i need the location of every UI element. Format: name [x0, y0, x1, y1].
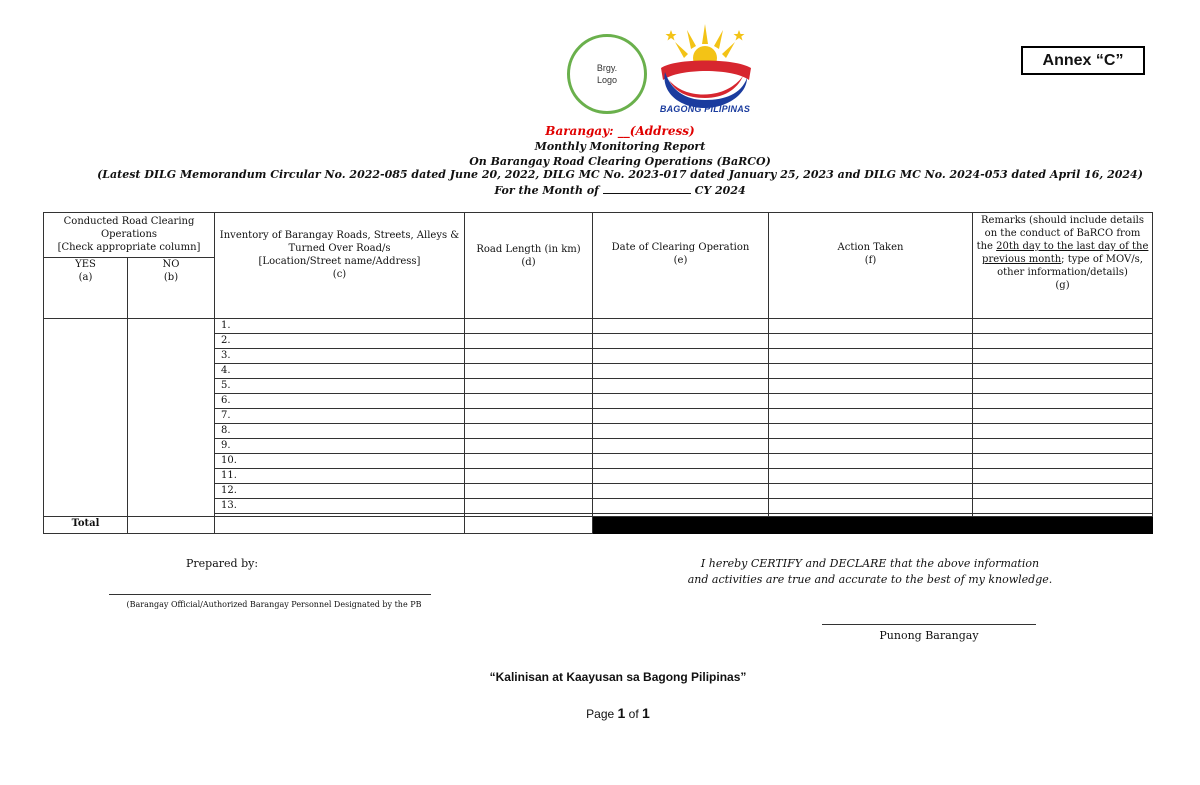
action-cell[interactable]: [769, 334, 973, 349]
header-action-label: Action Taken: [837, 242, 904, 253]
report-month: [0, 183, 1200, 198]
road-length-cell[interactable]: [465, 424, 593, 439]
month-suffix: CY 2024: [694, 184, 746, 197]
inventory-cell[interactable]: 7.: [215, 409, 465, 424]
action-cell[interactable]: [769, 484, 973, 499]
total-no-cell[interactable]: [128, 517, 215, 534]
road-length-cell[interactable]: [465, 454, 593, 469]
action-cell[interactable]: [769, 439, 973, 454]
remarks-cell[interactable]: [973, 364, 1153, 379]
total-row: [44, 517, 1153, 534]
road-length-cell[interactable]: [465, 409, 593, 424]
inventory-cell[interactable]: 2.: [215, 334, 465, 349]
prepared-by-label: Prepared by:: [186, 557, 259, 570]
monitoring-table: [43, 212, 1153, 534]
date-cell[interactable]: [593, 379, 769, 394]
inventory-cell[interactable]: 10.: [215, 454, 465, 469]
header-remarks-text2: ; type of MOV/s, other information/details): [997, 254, 1143, 278]
header-inventory-sub: [Location/Street name/Address]: [258, 256, 421, 267]
remarks-cell[interactable]: [973, 349, 1153, 364]
remarks-cell[interactable]: [973, 319, 1153, 334]
yes-column-cell[interactable]: [44, 319, 128, 517]
header-no: [128, 258, 215, 319]
header-remarks-underlined: 20th day to the last day of the previous month: [982, 241, 1149, 265]
date-cell[interactable]: [593, 499, 769, 514]
inventory-cell[interactable]: 5.: [215, 379, 465, 394]
table-body: [44, 319, 1153, 517]
header-check-label: [Check appropriate column]: [57, 242, 201, 253]
brgy-logo-text-1: Brgy.: [596, 63, 618, 73]
header-date: [593, 213, 769, 319]
inventory-cell[interactable]: 12.: [215, 484, 465, 499]
slogan: “Kalinisan at Kaayusan sa Bagong Pilipinas”: [489, 670, 747, 684]
total-inventory-cell[interactable]: [215, 517, 465, 534]
road-length-cell[interactable]: [465, 439, 593, 454]
certify-line-1: I hereby CERTIFY and DECLARE that the above information: [700, 557, 1040, 570]
remarks-cell[interactable]: [973, 469, 1153, 484]
certification-statement: [660, 556, 1080, 588]
header-remarks-text1: Remarks (should include details on the conduct of BaRCO from the: [976, 215, 1144, 252]
road-length-cell[interactable]: [465, 334, 593, 349]
action-cell[interactable]: [769, 349, 973, 364]
remarks-cell[interactable]: [973, 379, 1153, 394]
header-road-length: [465, 213, 593, 319]
action-cell[interactable]: [769, 319, 973, 334]
header-remarks: [973, 213, 1153, 319]
header-conducted: [44, 213, 215, 258]
barangay-address: Barangay: __(Address): [545, 124, 695, 138]
action-cell[interactable]: [769, 379, 973, 394]
punong-barangay-signature-line[interactable]: [822, 624, 1036, 625]
prepared-signature-line[interactable]: [109, 594, 431, 595]
inventory-cell[interactable]: 6.: [215, 394, 465, 409]
date-cell[interactable]: [593, 319, 769, 334]
report-subtitle: On Barangay Road Clearing Operations (BaRCO): [469, 155, 771, 168]
total-blackout-cell: [593, 517, 1153, 534]
header-no-label: NO: [162, 259, 180, 270]
action-cell[interactable]: [769, 364, 973, 379]
date-cell[interactable]: [593, 439, 769, 454]
action-cell[interactable]: [769, 469, 973, 484]
inventory-cell[interactable]: 9.: [215, 439, 465, 454]
remarks-cell[interactable]: [973, 394, 1153, 409]
header-yes: [44, 258, 128, 319]
month-blank-line[interactable]: [603, 183, 691, 194]
total-length-cell[interactable]: [465, 517, 593, 534]
total-label: Total: [44, 517, 128, 534]
header-action: [769, 213, 973, 319]
date-cell[interactable]: [593, 409, 769, 424]
remarks-cell[interactable]: [973, 334, 1153, 349]
no-column-cell[interactable]: [128, 319, 215, 517]
header-inventory: [215, 213, 465, 319]
action-cell[interactable]: [769, 409, 973, 424]
barangay-logo-placeholder: [567, 34, 647, 114]
header-conducted-label: Conducted Road Clearing Operations: [63, 216, 195, 240]
bagong-pilipinas-caption: BAGONG PILIPINAS: [659, 104, 751, 114]
header-date-label: Date of Clearing Operation: [611, 242, 750, 253]
action-cell[interactable]: [769, 454, 973, 469]
remarks-cell[interactable]: [973, 499, 1153, 514]
road-length-cell[interactable]: [465, 499, 593, 514]
date-cell[interactable]: [593, 349, 769, 364]
remarks-cell[interactable]: [973, 424, 1153, 439]
date-cell[interactable]: [593, 364, 769, 379]
inventory-cell[interactable]: 1.: [215, 319, 465, 334]
certify-line-2: and activities are true and accurate to the best of my knowledge.: [687, 573, 1053, 586]
header-no-letter: (b): [163, 272, 179, 283]
date-cell[interactable]: [593, 484, 769, 499]
punong-barangay-label: Punong Barangay: [879, 629, 979, 642]
page-word: Page: [586, 707, 615, 721]
header-road-length-label: Road Length (in km): [476, 244, 581, 255]
road-length-cell[interactable]: [465, 484, 593, 499]
remarks-cell[interactable]: [973, 409, 1153, 424]
action-cell[interactable]: [769, 424, 973, 439]
date-cell[interactable]: [593, 394, 769, 409]
road-length-cell[interactable]: [465, 349, 593, 364]
action-cell[interactable]: [769, 394, 973, 409]
header-yes-label: YES: [75, 259, 96, 270]
page-total: 1: [642, 705, 650, 721]
brgy-logo-text-2: Logo: [596, 75, 618, 85]
date-cell[interactable]: [593, 469, 769, 484]
header-road-length-letter: (d): [521, 257, 536, 268]
inventory-cell[interactable]: 13.: [215, 499, 465, 514]
remarks-cell[interactable]: [973, 454, 1153, 469]
date-cell[interactable]: [593, 454, 769, 469]
prepared-caption: (Barangay Official/Authorized Barangay Personnel Designated by the PB: [126, 600, 422, 609]
date-cell[interactable]: [593, 424, 769, 439]
road-length-cell[interactable]: [465, 319, 593, 334]
page-of: of: [628, 707, 639, 721]
date-cell[interactable]: [593, 334, 769, 349]
road-length-cell[interactable]: [465, 379, 593, 394]
road-length-cell[interactable]: [465, 469, 593, 484]
inventory-cell[interactable]: 8.: [215, 424, 465, 439]
road-length-cell[interactable]: [465, 364, 593, 379]
header-inventory-label: Inventory of Barangay Roads, Streets, Alleys & Turned Over Road/s: [219, 230, 460, 254]
road-length-cell[interactable]: [465, 394, 593, 409]
report-title: Monthly Monitoring Report: [534, 140, 706, 153]
inventory-cell[interactable]: 11.: [215, 469, 465, 484]
remarks-cell[interactable]: [973, 439, 1153, 454]
header-yes-letter: (a): [78, 272, 93, 283]
memorandum-reference: (Latest DILG Memorandum Circular No. 2022-085 dated June 20, 2022, DILG MC No. 2023-017 dated January 25, 2023 and DILG MC No. 2024-053 dated April 16, 2024): [97, 168, 1143, 181]
header-action-letter: (f): [864, 255, 877, 266]
header-remarks-letter: (g): [1055, 280, 1070, 291]
header-date-letter: (e): [673, 255, 688, 266]
inventory-cell[interactable]: 4.: [215, 364, 465, 379]
page-current: 1: [617, 705, 626, 721]
header-inventory-letter: (c): [332, 269, 347, 280]
inventory-cell[interactable]: 3.: [215, 349, 465, 364]
remarks-cell[interactable]: [973, 484, 1153, 499]
month-prefix: For the Month of: [494, 184, 599, 197]
annex-label: Annex “C”: [1021, 46, 1145, 75]
action-cell[interactable]: [769, 499, 973, 514]
page-number: [0, 705, 1200, 721]
table-row: [44, 319, 1153, 334]
